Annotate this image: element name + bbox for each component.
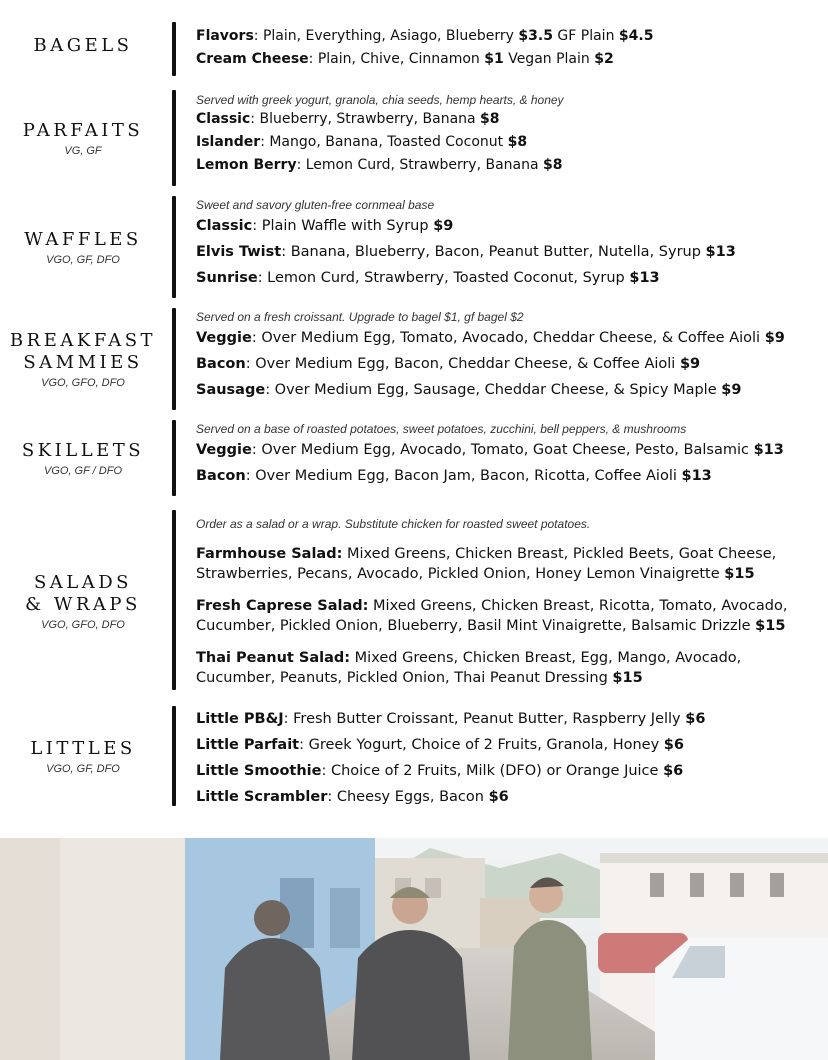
category-label	[0, 510, 166, 692]
item-desc: Mixed Greens, Chicken Breast, Pickled Beets, Goat Cheese, Strawberries, Pecans, Avocado, Pickled Onion, Honey Lemon Vinaigrette	[196, 546, 777, 582]
item-title: Fresh Caprese Salad:	[196, 598, 369, 614]
section-salads-wraps	[0, 510, 828, 692]
fade-overlay	[0, 838, 828, 1060]
menu-item	[196, 784, 816, 810]
menu-item	[196, 732, 816, 758]
menu-item	[196, 758, 816, 784]
item-desc: : Over Medium Egg, Tomato, Avocado, Cheddar Cheese, & Coffee Aioli	[251, 330, 765, 346]
category-label	[0, 90, 166, 186]
category-name: BAGELS	[33, 35, 133, 56]
menu-item	[196, 325, 816, 351]
item-price: $8	[480, 111, 500, 127]
item-desc: : Banana, Blueberry, Bacon, Peanut Butter, Nutella, Syrup	[281, 244, 706, 260]
menu-item	[196, 108, 816, 131]
menu-item	[196, 596, 806, 636]
item-title: Little PB&J	[196, 711, 284, 727]
item-price: $13	[753, 442, 784, 458]
item-title: Little Smoothie	[196, 763, 322, 779]
category-label	[0, 706, 166, 806]
section-waffles	[0, 196, 828, 298]
category-tags: VGO, GFO, DFO	[41, 376, 125, 389]
item-price: $9	[433, 218, 454, 234]
category-name: BREAKFAST SAMMIES	[9, 329, 157, 373]
category-name: SALADS & WRAPS	[25, 571, 141, 615]
item-extra-price: $4.5	[618, 28, 654, 44]
item-desc: : Fresh Butter Croissant, Peanut Butter, Raspberry Jelly	[283, 711, 686, 727]
item-desc: Mixed Greens, Chicken Breast, Egg, Mango, Avocado, Cucumber, Peanuts, Pickled Onion, Thai Peanut Dressing	[196, 650, 742, 686]
menu-item	[196, 706, 816, 732]
section-note: Served on a base of roasted potatoes, sweet potatoes, zucchini, bell peppers, & mushrooms	[196, 422, 687, 436]
item-desc: : Choice of 2 Fruits, Milk (DFO) or Orange Juice	[321, 763, 664, 779]
item-title: Sausage	[196, 382, 266, 398]
divider-bar	[172, 22, 176, 76]
category-tags: VGO, GFO, DFO	[41, 618, 125, 631]
item-title: Little Scrambler	[196, 789, 328, 805]
item-desc: : Over Medium Egg, Avocado, Tomato, Goat Cheese, Pesto, Balsamic	[251, 442, 754, 458]
item-price: $13	[629, 270, 660, 286]
section-note: Served with greek yogurt, granola, chia seeds, hemp hearts, & honey	[196, 93, 564, 107]
menu-item	[196, 239, 816, 265]
item-title: Thai Peanut Salad:	[196, 650, 351, 666]
category-tags: VGO, GF, DFO	[46, 762, 120, 775]
category-label	[0, 420, 166, 496]
menu-item	[196, 25, 816, 48]
menu-item	[196, 544, 806, 584]
divider-bar	[172, 308, 176, 410]
divider-bar	[172, 420, 176, 496]
item-price: $6	[488, 789, 509, 805]
street-photo	[0, 838, 828, 1060]
item-extra: Vegan Plain	[503, 51, 595, 67]
menu-item	[196, 265, 816, 291]
item-price: $15	[755, 618, 786, 634]
item-desc: : Plain Waffle with Syrup	[252, 218, 434, 234]
item-extra: GF Plain	[552, 28, 619, 44]
section-note: Served on a fresh croissant. Upgrade to bagel $1, gf bagel $2	[196, 310, 524, 324]
item-title: Cream Cheese	[196, 51, 309, 67]
item-price: $8	[507, 134, 528, 150]
item-desc: : Over Medium Egg, Bacon, Cheddar Cheese, & Coffee Aioli	[245, 356, 680, 372]
item-price: $3.5	[518, 28, 553, 44]
item-extra-price: $2	[594, 51, 614, 67]
section-breakfast-sammies	[0, 308, 828, 410]
menu-item	[196, 648, 806, 688]
item-title: Veggie	[196, 330, 252, 346]
divider-bar	[172, 196, 176, 298]
item-desc: : Plain, Everything, Asiago, Blueberry	[253, 28, 519, 44]
item-price: $6	[663, 737, 684, 753]
section-littles	[0, 706, 828, 806]
item-price: $8	[543, 157, 563, 173]
menu-item	[196, 437, 816, 463]
item-price: $13	[705, 244, 736, 260]
category-tags: VG, GF	[64, 144, 102, 157]
category-tags: VGO, GF, DFO	[46, 253, 120, 266]
category-label	[0, 196, 166, 298]
street-photo-illustration	[0, 838, 828, 1060]
item-title: Flavors	[196, 28, 254, 44]
item-desc: Mixed Greens, Chicken Breast, Ricotta, Tomato, Avocado, Cucumber, Pickled Onion, Blueberry, Basil Mint Vinaigrette, Balsamic Drizzle	[196, 598, 788, 634]
item-title: Lemon Berry	[196, 157, 297, 173]
menu-item	[196, 351, 816, 377]
item-title: Classic	[196, 111, 251, 127]
item-price: $9	[721, 382, 742, 398]
category-tags: VGO, GF / DFO	[43, 464, 123, 477]
category-name: LITTLES	[30, 737, 136, 759]
item-title: Farmhouse Salad:	[196, 546, 343, 562]
divider-bar	[172, 706, 176, 806]
menu-item	[196, 131, 816, 154]
item-desc: : Lemon Curd, Strawberry, Banana	[296, 157, 544, 173]
menu-item	[196, 48, 816, 71]
item-desc: : Lemon Curd, Strawberry, Toasted Coconut, Syrup	[257, 270, 630, 286]
item-price: $9	[679, 356, 701, 372]
menu-item	[196, 377, 816, 403]
category-name: WAFFLES	[24, 228, 142, 250]
item-desc: : Over Medium Egg, Bacon Jam, Bacon, Ricotta, Coffee Aioli	[245, 468, 682, 484]
item-price: $6	[685, 711, 706, 727]
category-name: PARFAITS	[22, 119, 144, 141]
menu-item	[196, 213, 816, 239]
item-title: Veggie	[196, 442, 252, 458]
menu-item	[196, 154, 816, 177]
item-title: Bacon	[196, 356, 246, 372]
item-price: $13	[681, 468, 712, 484]
item-price: $15	[612, 670, 643, 686]
item-desc: : Blueberry, Strawberry, Banana	[250, 111, 481, 127]
category-name: SKILLETS	[21, 439, 145, 461]
item-desc: : Cheesy Eggs, Bacon	[327, 789, 489, 805]
divider-bar	[172, 510, 176, 690]
section-skillets	[0, 420, 828, 496]
item-title: Classic	[196, 218, 253, 234]
item-title: Little Parfait	[196, 737, 300, 753]
menu-item	[196, 463, 816, 489]
section-parfaits	[0, 90, 828, 186]
item-price: $1	[484, 51, 504, 67]
item-desc: : Greek Yogurt, Choice of 2 Fruits, Granola, Honey	[299, 737, 664, 753]
section-bagels	[0, 20, 828, 76]
category-label	[0, 308, 166, 410]
divider-bar	[172, 90, 176, 186]
item-title: Elvis Twist	[196, 244, 282, 260]
item-title: Sunrise	[196, 270, 258, 286]
item-price: $9	[764, 330, 785, 346]
item-price: $15	[724, 566, 755, 582]
item-desc: : Over Medium Egg, Sausage, Cheddar Cheese, & Spicy Maple	[265, 382, 722, 398]
item-desc: : Mango, Banana, Toasted Coconut	[260, 134, 508, 150]
item-price: $6	[663, 763, 684, 779]
item-desc: : Plain, Chive, Cinnamon	[308, 51, 485, 67]
section-note: Order as a salad or a wrap. Substitute chicken for roasted sweet potatoes.	[196, 517, 591, 531]
section-note: Sweet and savory gluten-free cornmeal base	[196, 198, 435, 212]
item-title: Bacon	[196, 468, 246, 484]
category-label	[0, 20, 166, 72]
item-title: Islander	[196, 134, 261, 150]
